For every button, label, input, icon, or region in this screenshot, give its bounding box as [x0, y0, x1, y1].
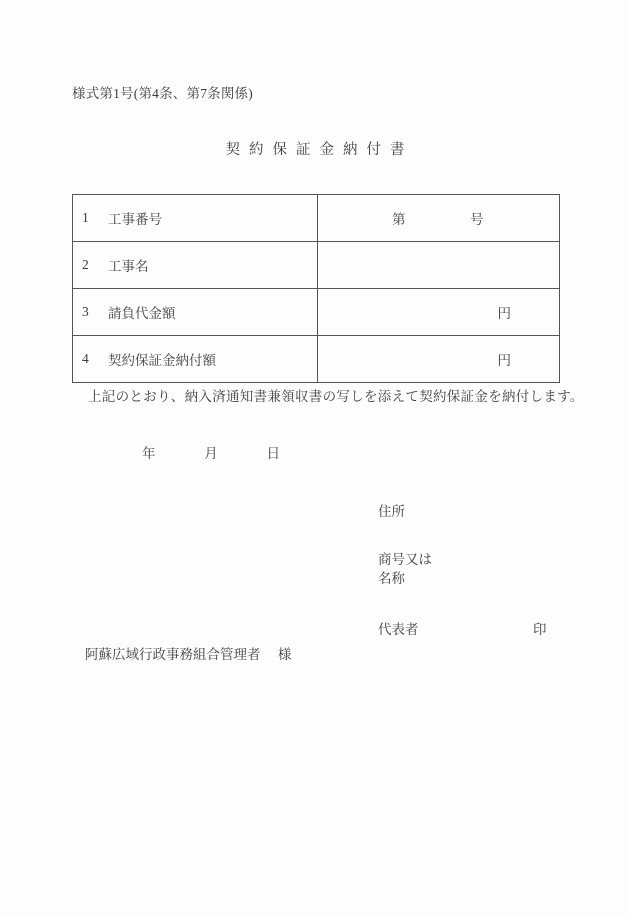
table-row: [73, 242, 560, 289]
declaration-statement: 上記のとおり、納入済通知書兼領収書の写しを添えて契約保証金を納付します。: [88, 389, 584, 404]
row-label-cell: [73, 242, 318, 289]
day-label: 日: [266, 446, 280, 461]
form-code-label: 様式第1号(第4条、第7条関係): [72, 86, 253, 101]
row-value-cell[interactable]: [318, 195, 560, 242]
contract-info-table: [72, 194, 560, 383]
year-label: 年: [142, 446, 156, 461]
contract-amount-unit: 円: [497, 306, 511, 321]
row-label-cell: [73, 289, 318, 336]
month-label: 月: [204, 446, 218, 461]
representative-row: [378, 618, 557, 638]
date-entry-line[interactable]: [142, 442, 280, 462]
company-label-line1: 商号又は: [378, 552, 432, 567]
row-number: 1: [82, 210, 89, 225]
table-row: [73, 195, 560, 242]
row-value-cell[interactable]: [318, 289, 560, 336]
table-row: [73, 336, 560, 383]
representative-label: 代表者: [378, 622, 419, 637]
issue-number-field[interactable]: [318, 195, 559, 241]
issue-prefix-mark: 第: [392, 212, 406, 227]
row-number: 3: [82, 304, 89, 319]
company-label-line2: 名称: [378, 571, 405, 586]
row-value-cell[interactable]: [318, 336, 560, 383]
document-title: 契約保証金納付書: [225, 142, 414, 158]
row-number: 4: [82, 351, 89, 366]
row-label: 工事番号: [108, 212, 162, 227]
addressee-line: [85, 643, 291, 663]
addressee-honorific: 様: [277, 647, 292, 662]
addressee-name: 阿蘇広域行政事務組合管理者: [85, 647, 261, 662]
row-label: 請負代金額: [108, 306, 176, 321]
row-label: 契約保証金納付額: [108, 353, 216, 368]
row-label-cell: [73, 336, 318, 383]
deposit-amount-unit: 円: [497, 353, 511, 368]
row-label-cell: [73, 195, 318, 242]
table-row: [73, 289, 560, 336]
signature-block: [378, 500, 557, 638]
row-number: 2: [82, 257, 89, 272]
address-label: 住所: [378, 504, 405, 519]
row-value-cell[interactable]: [318, 242, 560, 289]
seal-stamp-icon: 印: [533, 622, 547, 637]
issue-suffix-mark: 号: [470, 212, 484, 227]
row-label: 工事名: [108, 259, 149, 274]
